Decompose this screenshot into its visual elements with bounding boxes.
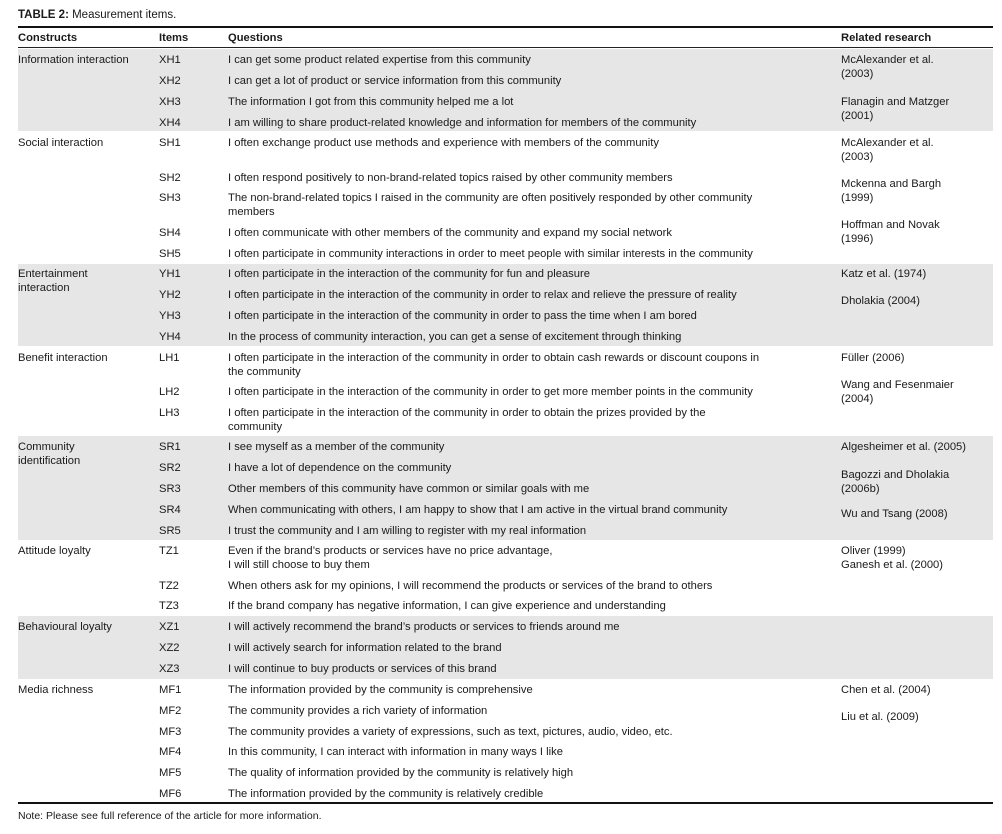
- item-code: LH1: [159, 352, 180, 364]
- item-code: YH1: [159, 268, 181, 280]
- question-text: The community provides a rich variety of information: [228, 705, 488, 717]
- table-note: Note: Please see full reference of the article for more information.: [18, 810, 322, 822]
- question-text: I often exchange product use methods and experience with members of the community: [228, 137, 659, 149]
- related-research-citation: (2003): [841, 67, 874, 80]
- related-research-citation: Oliver (1999): [841, 545, 906, 557]
- question-text: I often participate in the interaction of the community in order to obtain the prizes provided by the: [228, 407, 706, 419]
- item-code: XH2: [159, 75, 181, 87]
- related-research-citation: Mckenna and Bargh: [841, 178, 942, 190]
- item-code: MF5: [159, 767, 182, 779]
- question-text: Even if the brand’s products or services have no price advantage,: [228, 545, 553, 557]
- question-text: I will continue to buy products or services of this brand: [228, 663, 497, 675]
- question-text: The information provided by the community is comprehensive: [228, 684, 533, 696]
- item-code: SH3: [159, 192, 181, 204]
- item-code: LH2: [159, 386, 180, 398]
- item-code: SR1: [159, 441, 181, 453]
- construct-name: Community: [18, 441, 75, 453]
- construct-name: interaction: [18, 281, 70, 294]
- construct-name: Social interaction: [18, 137, 104, 149]
- related-research-citation: (1996): [841, 232, 874, 245]
- item-code: SH5: [159, 248, 181, 260]
- item-code: SH1: [159, 137, 181, 149]
- question-text: Other members of this community have common or similar goals with me: [228, 483, 590, 495]
- question-text: When communicating with others, I am happy to show that I am active in the virtual brand community: [228, 504, 728, 516]
- related-research-citation: McAlexander et al.: [841, 54, 934, 66]
- question-text: If the brand company has negative information, I can give experience and understanding: [228, 600, 666, 612]
- related-research-citation: Hoffman and Novak: [841, 219, 940, 231]
- question-text: the community: [228, 365, 301, 378]
- item-code: SR5: [159, 525, 181, 537]
- item-code: TZ1: [159, 545, 179, 557]
- question-text: community: [228, 420, 283, 433]
- question-text: The information provided by the community is relatively credible: [228, 788, 544, 800]
- question-text: The community provides a variety of expressions, such as text, pictures, audio, video, etc.: [228, 726, 673, 738]
- construct-name: Attitude loyalty: [18, 545, 91, 557]
- table-caption: [18, 9, 176, 21]
- bottom-rule: [18, 802, 993, 804]
- item-code: SR2: [159, 462, 181, 474]
- related-research-citation: Katz et al. (1974): [841, 268, 927, 280]
- item-code: SR3: [159, 483, 181, 495]
- question-text: I see myself as a member of the community: [228, 441, 445, 453]
- question-text: I will actively recommend the brand’s products or services to friends around me: [228, 621, 620, 633]
- item-code: XZ2: [159, 642, 180, 654]
- question-text: I trust the community and I am willing to register with my real information: [228, 525, 587, 537]
- question-text: I often participate in the interaction of the community in order to pass the time when I am bored: [228, 310, 697, 322]
- question-text: I often participate in community interactions in order to meet people with similar interests in the community: [228, 248, 753, 260]
- question-text: I will actively search for information related to the brand: [228, 642, 502, 654]
- question-text: When others ask for my opinions, I will recommend the products or services of the brand to others: [228, 580, 713, 592]
- related-research-citation: Flanagin and Matzger: [841, 96, 950, 108]
- table-title: Measurement items.: [68, 9, 177, 21]
- question-text: I can get a lot of product or service information from this community: [228, 75, 562, 87]
- question-text: The quality of information provided by the community is relatively high: [228, 767, 574, 779]
- construct-name: Behavioural loyalty: [18, 621, 112, 633]
- question-text: members: [228, 205, 275, 218]
- header-items: Items: [159, 32, 189, 44]
- related-research-citation: (2003): [841, 150, 874, 163]
- item-code: MF2: [159, 705, 182, 717]
- item-code: XH1: [159, 54, 181, 66]
- item-code: TZ2: [159, 580, 179, 592]
- construct-name: Information interaction: [18, 54, 129, 66]
- related-research-citation: Wu and Tsang (2008): [841, 508, 948, 520]
- construct-name: Benefit interaction: [18, 352, 108, 364]
- question-text: The information I got from this community helped me a lot: [228, 96, 514, 108]
- item-code: YH2: [159, 289, 181, 301]
- question-text: I often participate in the interaction of the community in order to get more member points in the community: [228, 386, 753, 398]
- item-code: TZ3: [159, 600, 179, 612]
- related-research-citation: Chen et al. (2004): [841, 684, 931, 696]
- item-code: SH4: [159, 227, 181, 239]
- question-text: In the process of community interaction, you can get a sense of excitement through thinking: [228, 331, 682, 343]
- item-code: MF1: [159, 684, 182, 696]
- header-related-research: Related research: [841, 32, 932, 44]
- item-code: YH4: [159, 331, 181, 343]
- item-code: XZ1: [159, 621, 180, 633]
- item-code: SH2: [159, 172, 181, 184]
- related-research-citation: (2001): [841, 109, 874, 122]
- related-research-citation: (2006b): [841, 482, 880, 495]
- question-text: I often participate in the interaction of the community in order to relax and relieve the pressure of reality: [228, 289, 737, 301]
- top-rule: [18, 26, 993, 28]
- item-code: MF4: [159, 746, 182, 758]
- construct-name: Entertainment: [18, 268, 88, 280]
- related-research-citation: Bagozzi and Dholakia: [841, 469, 950, 481]
- construct-name: identification: [18, 454, 81, 467]
- question-text: I can get some product related expertise from this community: [228, 54, 531, 66]
- table-label: TABLE 2:: [18, 9, 69, 21]
- header-questions: Questions: [228, 32, 283, 44]
- related-research-citation: Füller (2006): [841, 352, 905, 364]
- related-research-citation: Wang and Fesenmaier: [841, 379, 954, 391]
- question-text: I often respond positively to non-brand-related topics raised by other community members: [228, 172, 673, 184]
- related-research-citation: Ganesh et al. (2000): [841, 558, 943, 571]
- related-research-citation: Algesheimer et al. (2005): [841, 441, 966, 453]
- related-research-citation: Dholakia (2004): [841, 295, 920, 307]
- header-rule: [18, 47, 993, 48]
- item-code: XH3: [159, 96, 181, 108]
- construct-name: Media richness: [18, 684, 94, 696]
- related-research-citation: (1999): [841, 191, 874, 204]
- question-text: I often participate in the interaction of the community for fun and pleasure: [228, 268, 590, 280]
- item-code: MF6: [159, 788, 182, 800]
- header-constructs: Constructs: [18, 32, 78, 44]
- question-text: I have a lot of dependence on the community: [228, 462, 452, 474]
- question-text: I will still choose to buy them: [228, 558, 370, 571]
- item-code: YH3: [159, 310, 181, 322]
- question-text: In this community, I can interact with information in many ways I like: [228, 746, 563, 758]
- item-code: XH4: [159, 117, 181, 129]
- related-research-citation: McAlexander et al.: [841, 137, 934, 149]
- question-text: I often participate in the interaction of the community in order to obtain cash rewards or discount coupons in: [228, 352, 760, 364]
- related-research-citation: Liu et al. (2009): [841, 711, 919, 723]
- related-research-citation: (2004): [841, 392, 874, 405]
- item-code: XZ3: [159, 663, 180, 675]
- question-text: I am willing to share product-related knowledge and information for members of the community: [228, 117, 697, 129]
- item-code: LH3: [159, 407, 180, 419]
- item-code: SR4: [159, 504, 181, 516]
- question-text: I often communicate with other members of the community and expand my social network: [228, 227, 672, 239]
- question-text: The non-brand-related topics I raised in the community are often positively responded by other community: [228, 192, 753, 204]
- item-code: MF3: [159, 726, 182, 738]
